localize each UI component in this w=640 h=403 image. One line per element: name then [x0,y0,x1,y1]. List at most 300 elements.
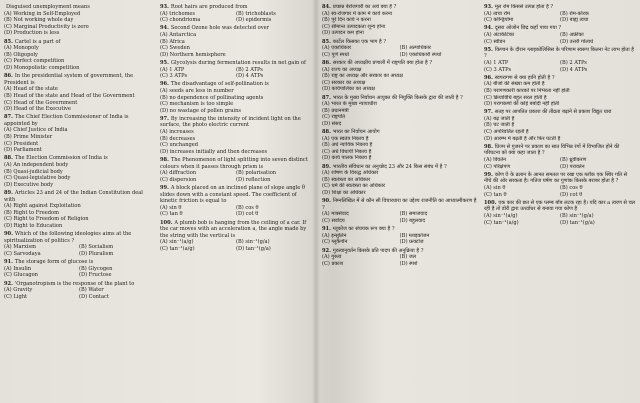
question-block [322,4,477,37]
options-list [484,11,636,24]
question-block [484,75,636,108]
question-text: कोण θ के ढलान के आनत समतल पर रखा एक ब्लॉक एक स्थिर गति से नीचे की ओर सरकता है। गतिज घर्षण का गुणांक किसके बराबर होता है ? [484,171,628,185]
answer-option: (C) परिक्षेपण [484,163,511,170]
answer-option: (B) Head of the state and Head of the Government [4,92,135,99]
question-text: The storage form of glucose is [14,259,94,266]
question-line [484,172,636,185]
question-line [322,198,477,211]
options-list [322,136,477,162]
options-list [322,170,477,196]
question-line [160,60,312,67]
answer-option: (A) sin⁻¹(a/g) [484,212,518,219]
page-fold-shadow [312,0,320,403]
answer-option: (A) Antarctica [160,31,197,38]
question-block [160,60,312,80]
question-block [484,109,636,142]
options-list [322,211,477,224]
answer-option: (A) मार्क्सवाद [322,211,349,218]
options-list [4,86,154,112]
answer-option: (C) Sweden [160,45,190,52]
question-line [484,109,636,116]
options-list [160,11,312,24]
answer-option: (A) Head of the state [4,86,58,93]
answer-option: (C) पूर्ण स्पर्धा [322,51,350,58]
question-line [4,4,154,11]
answer-option: (D) cot θ [236,211,259,218]
answer-option: (C) स्वीडन [484,38,506,45]
column-english-left [4,4,154,400]
answer-option: (B) Socialism [79,244,114,251]
options-list [322,254,477,267]
answer-option: (D) Head of the Executive [4,106,71,113]
question-number: 93. [160,4,169,10]
answer-option: (C) unchanged [160,142,199,149]
answer-option: (A) एकाधिकार [322,45,352,52]
question-line [322,4,477,11]
question-line [4,155,154,162]
question-line [322,129,477,136]
answer-option: (C) Quasi-legislative body [4,175,71,182]
answer-option: (C) कोन्ड्रियोमा [484,17,514,24]
answer-option: (C) Light [4,293,28,300]
answer-option: (D) बाह्य त्वचा [560,17,589,24]
question-block [160,81,312,114]
column-hindi-right [484,4,636,400]
question-block [322,95,477,128]
answer-option: (D) Northern hemisphere [160,51,226,58]
options-list [322,67,477,93]
question-block [484,172,636,198]
answer-option: (B) अर्ध न्यायिक निकाय है [322,142,373,149]
question-block [160,157,312,183]
options-list [160,170,312,183]
answer-option: (A) विवर्तन [484,157,506,164]
question-block [4,259,154,279]
question-line [4,259,154,266]
answer-option: (B) Prime Minister [4,134,53,141]
answer-option: (A) 1 ATP [484,59,509,66]
question-number: 87. [4,114,13,121]
answer-option: (C) tan θ [160,211,183,218]
question-number: 90. [322,198,331,205]
answer-option: (D) Pluralism [79,250,114,257]
question-line [4,190,154,203]
question-block [322,129,477,162]
column-english-right [160,4,312,400]
question-text: The Chief Election Commissioner of India is appointed by [4,114,129,127]
answer-option: (A) seeds are less in number [160,87,234,94]
options-list [484,32,636,45]
question-line [322,60,477,67]
answer-option: (C) राष्ट्रपति [322,114,345,121]
question-text: Second Ozone hole was detected over [170,25,270,32]
question-number: 90. [4,231,13,238]
answer-option: (C) tan⁻¹(a/g) [484,219,519,226]
question-line [160,220,312,240]
column-hindi-left [322,4,477,400]
question-line [4,114,154,127]
answer-option: (A) sin⁻¹(a/g) [160,239,194,246]
question-line [322,39,477,46]
answer-option: (C) Glucagon [4,272,38,279]
answer-option: (B) sin⁻¹(g/a) [236,239,270,246]
answer-option: (D) increases initially and then decreases [160,148,268,155]
question-number: 94. [484,25,493,32]
answer-option: (D) cot θ [560,191,583,198]
question-text: Glycolysis during fermentation results in net gain of [170,59,306,66]
answer-option: (C) 3 ATPs [160,73,188,80]
answer-option: (A) sin θ [160,204,182,211]
answer-option: (B) राष्ट्र का अध्यक्ष और सरकार का अध्यक्ष [322,73,403,80]
answer-option: (D) उत्तरी गोलार्ध [560,38,594,45]
answer-option: (D) Fructose [79,272,112,279]
question-text: सरकार की अध्यक्षीय प्रणाली में राष्ट्रपति क्या होता है ? [332,59,433,66]
options-list [4,266,154,279]
options-list [4,287,154,300]
answer-option: (C) President [4,140,39,147]
answer-option: (C) सीमान्त उत्पादकता शून्य होना [322,23,386,30]
answer-option: (C) tan θ [484,191,507,198]
question-line [4,73,154,86]
question-text: 'Organotropism is the response of the plant to [14,280,135,287]
options-list [484,60,636,73]
answer-option: (C) Marginal Productivity is zero [4,23,89,30]
answer-option: (B) cos θ [560,185,583,191]
answer-option: (B) ध्रुवीकरण [560,157,587,164]
answer-option: (A) एक स्वतंत्र निकाय है [322,135,369,142]
question-number: 85. [4,38,13,45]
answer-option: (A) increases [160,129,194,136]
answer-option: (B) sin⁻¹(g/a) [560,212,594,219]
question-number: 99. [160,185,169,191]
question-text: A plumb bob is hanging from the ceiling of a car. If the car moves with an acceleration a, the angle made by the string with the vertical is [160,219,307,239]
answer-option: (C) Perfect competition [4,58,65,65]
question-line [4,39,154,46]
options-list [160,67,312,80]
question-block [484,200,636,226]
answer-option: (B) परागणकारी कारकों पर निर्भरता नहीं होती [484,87,570,94]
question-block [4,155,154,188]
question-number: 93. [484,4,493,10]
answer-option: (D) Production is less [4,30,60,37]
question-number: 84. [322,4,331,10]
answer-option: (A) अंटार्कटिका [484,31,515,38]
answer-option: (D) शिक्षा का अधिकार [322,190,366,196]
answer-option: (B) अल्पाधिकार [399,45,431,52]
question-number: 95. [160,59,169,66]
question-number: 97. [484,109,493,116]
question-text: Root hairs are produced from [170,4,248,10]
question-text: प्रिज्म से गुजरने पर प्रकाश का सात विभिन्न रंगों में विभाजित होने की परिघटना को क्या कहा जाता है ? [484,143,620,157]
answer-option: (A) बढ़ जाती है [484,115,515,122]
question-block [322,198,477,224]
question-number: 99. [484,171,493,178]
question-text: किण्वन के दौरान ग्लाइकोलिसिस के परिणाम स्वरूप कितना नेट लाभ होता है ? [484,46,634,60]
answer-option: (A) Right against Exploitation [4,203,81,210]
options-list [484,157,636,170]
question-line [322,164,477,171]
question-line [160,157,312,170]
question-number: 86. [322,59,331,66]
answer-option: (B) पूरे दिन कार्य न करना [322,17,371,24]
question-text: Disguised unemployment means [6,4,90,10]
answer-option: (D) tan⁻¹(g/a) [560,219,595,226]
answer-option: (C) अपरिवर्तित रहती है [484,129,529,136]
options-list [160,205,312,218]
answer-option: (B) Quasi-judicial body [4,168,63,175]
question-block [322,248,477,268]
question-text: The disadvantage of self-pollination is [170,81,269,88]
question-line [322,95,477,102]
question-line [160,25,312,32]
answer-option: (D) epidermis [236,17,272,24]
question-text: दूसरा ओजोन छिद्र कहाँ पाया गया ? [494,25,562,32]
question-block [484,25,636,45]
question-number: 100. [160,219,173,226]
question-number: 100. [484,199,497,206]
answer-option: (C) Head of the Government [4,99,78,106]
answer-option: (B) समाजवाद [399,211,428,218]
answer-option: (C) क्रियाविधि बहुत सरल होती है [484,94,547,101]
question-text: एक कार की छत से एक प्लम्ब बॉब लटक रहा है। यदि कार a त्वरण से चल रही है तो डोरी द्वारा ऊर्ध्वाधर से बनाया गया कोण है [484,199,636,213]
answer-option: (A) diffraction [160,170,197,177]
answer-option: (A) स्व-रोजगार में काम में कार्य करना [322,10,393,17]
answer-option: (D) परावर्तन [560,163,585,170]
question-number: 98. [160,157,169,164]
answer-option: (D) Executive body [4,181,54,188]
answer-option: (D) Monopolistic competition [4,64,80,71]
question-block [4,231,154,257]
answer-option: (A) Monopoly [4,45,39,52]
question-number: 85. [322,38,331,45]
answer-option: (B) घट जाती है [484,122,515,129]
answer-option: (A) गुरुत्व [322,254,342,261]
answer-option: (C) ग्लूकैगॉन [322,239,348,246]
question-number: 89. [322,163,331,170]
answer-option: (D) कार्यपालिका का अध्यक्ष [322,86,375,93]
question-block [160,220,312,253]
answer-option: (A) इन्सुलिन [322,232,347,239]
question-line [160,116,312,129]
question-block [160,25,312,58]
question-line [484,75,636,82]
answer-option: (C) Sarvodaya [4,250,41,257]
options-list [322,233,477,246]
answer-option: (A) An independent body [4,162,69,169]
question-text: भारतीय संविधान का अनुच्छेद 23 और 24 किस संबंध में है ? [332,163,447,170]
answer-option: (B) Not working whole day [4,17,74,24]
answer-option: (C) mechanism is too simple [160,101,234,108]
answer-option: (B) no dependence of pollinating agents [160,94,264,101]
answer-option: (D) फ्रक्टोज [399,239,424,246]
answer-option: (A) Marxism [4,244,36,251]
question-number: 96. [160,81,169,88]
options-list [4,162,154,188]
question-number: 91. [322,226,331,233]
question-block [484,4,636,24]
options-list [160,129,312,155]
answer-option: (A) 1 ATP [160,66,185,73]
options-list [484,185,636,198]
answer-option: (B) 2 ATPs [236,66,263,73]
answer-option: (C) dispersion [160,176,197,183]
question-number: 94. [160,25,169,32]
question-line [322,226,477,233]
answer-option: (C) 3 ATPs [484,66,512,73]
answer-option: (C) प्रकाश [322,260,344,267]
question-block [4,190,154,230]
question-line [4,231,154,244]
question-number: 88. [322,129,331,136]
answer-option: (D) Parliament [4,147,42,154]
answer-option: (A) trichomes [160,10,196,17]
question-text: The Election Commission of India is [14,155,108,162]
question-text: स्वपरागण से क्या हानि होती है ? [494,74,555,81]
question-block [322,39,477,59]
answer-option: (A) Working in Self-Employed [4,10,81,17]
question-line [484,25,636,32]
answer-option: (D) कार्य पालक निकाय है [322,155,372,162]
answer-option: (A) sin θ [484,185,506,191]
question-text: ग्लूकोज का संचयक रूप क्या है ? [332,226,395,233]
question-block [322,60,477,93]
answer-option: (D) बहुलवाद [399,217,426,224]
answer-option: (C) Right to Freedom of Religion [4,216,89,223]
answer-option: (C) धर्म की स्वतंत्रता का अधिकार [322,183,386,190]
answer-option: (B) 2 ATPs [560,59,587,66]
answer-option: (D) आरम्भ में बढ़ती है और फिर घटती है [484,135,561,142]
answer-option: (D) उत्पादन कम होना [322,30,364,37]
question-block [4,73,154,113]
answer-option: (A) भारत के मुख्य न्यायाधीश [322,101,377,108]
question-line [160,4,312,11]
question-line [322,248,477,255]
answer-option: (A) बीजों की संख्या कम होती है [484,81,545,88]
answer-option: (D) 4 ATPs [560,66,588,73]
question-text: By increasing the intensity of incident light on the surface, the photo electric current [160,115,301,129]
answer-option: (B) अफ्रीका [560,31,584,38]
options-list [4,244,154,257]
question-block [322,164,477,197]
question-block [160,4,312,24]
answer-option: (D) स्पर्श [399,260,418,267]
question-text: Which of the following ideologies aims at the spiritualization of politics ? [4,231,132,244]
question-line [484,200,636,213]
question-text: In the presidential system of government, the President is [4,73,134,86]
question-block [4,114,154,154]
question-number: 96. [484,74,493,81]
question-line [484,47,636,60]
answer-option: (D) reflection [236,176,271,183]
question-number: 87. [322,94,331,101]
answer-option: (B) Oligopoly [4,51,38,58]
options-list [484,213,636,226]
question-line [484,4,636,11]
answer-option: (D) एकाधिकारी स्पर्धा [399,51,442,58]
question-text: भारत का निर्वाचन आयोग [332,129,380,136]
answer-option: (B) trichoblasts [236,10,276,17]
options-list [160,239,312,252]
answer-option: (B) Africa [160,38,185,45]
answer-option: (C) अर्ध विधायी निकाय है [322,148,372,155]
answer-option: (A) राज्य का अध्यक्ष [322,66,362,73]
answer-option: (A) त्वचा रोम [484,10,511,17]
question-block [484,144,636,170]
answer-option: (B) स्वतंत्रता का अधिकार [322,176,371,183]
answer-option: (B) Water [79,287,104,294]
question-text: Cartel is a part of [14,38,61,45]
answer-option: (A) Chief Justice of India [4,127,68,134]
question-line [160,81,312,88]
question-text: भारत के मुख्य निर्वाचन आयुक्त की नियुक्ति किसके द्वारा की जाती है ? [332,94,463,101]
question-number: 91. [4,259,13,266]
question-text: कार्टेल किसका एक भाग है ? [332,38,387,45]
answer-option: (D) Contact [79,293,109,300]
answer-option: (D) संसद [322,120,342,127]
answer-option: (B) रोम-कोरक [560,10,589,17]
question-number: 88. [4,155,13,162]
options-list [4,11,154,37]
answer-option: (C) tan⁻¹(a/g) [160,245,195,252]
question-line [484,144,636,157]
answer-option: (B) जल [399,254,417,261]
answer-option: (B) Right to Freedom [4,209,59,216]
question-number: 95. [484,46,493,53]
options-list [484,81,636,107]
question-number: 92. [322,247,331,254]
answer-option: (D) Right to Education [4,222,63,229]
options-list [4,203,154,229]
answer-option: (A) शोषण के विरुद्ध अधिकार [322,170,379,177]
answer-option: (D) 4 ATPs [236,73,264,80]
question-number: 97. [160,115,169,122]
options-list [160,32,312,58]
question-block [4,4,154,37]
question-block [4,281,154,301]
answer-option: (A) Insulin [4,265,31,272]
answer-option: (C) सर्वोदय [322,217,345,224]
answer-option: (D) no wastage of pollen grains [160,107,241,114]
answer-option: (C) सरकार का अध्यक्ष [322,79,366,86]
answer-option: (A) Gravity [4,287,33,294]
options-list [322,11,477,37]
options-list [160,88,312,114]
question-block [160,185,312,218]
question-text: Articles 23 and 24 of the Indian Constitution deal with [4,190,143,203]
question-text: गुरुत्वानुवर्तन किसके प्रति पादप की अनुक्रिया है ? [332,247,424,254]
answer-option: (B) प्रधानमंत्री [322,107,349,114]
question-text: The Phenomenon of light splitting into seven distinct colours when it passes through prism is [160,157,308,170]
question-number: 98. [484,143,493,150]
answer-option: (C) chondrioma [160,17,201,24]
question-text: A block placed on an inclined plane of slope angle θ slides down with a constant speed. The coefficient of kinetic friction is equal to [160,185,305,205]
question-number: 92. [4,280,13,287]
options-list [4,45,154,71]
question-block [4,39,154,72]
question-block [484,47,636,73]
answer-option: (B) cos θ [236,204,259,211]
answer-option: (D) परागकणों की कोई बर्बादी नहीं होती [484,101,560,108]
question-line [160,185,312,205]
answer-option: (B) ग्लाइकोजन [399,232,430,239]
question-line [4,281,154,288]
question-block [322,226,477,246]
answer-option: (D) tan⁻¹(g/a) [236,245,271,252]
options-list [4,127,154,153]
options-list [322,101,477,127]
question-number: 89. [4,190,13,196]
question-text: मूल रोम किससे उत्पन्न होता है ? [494,4,554,10]
